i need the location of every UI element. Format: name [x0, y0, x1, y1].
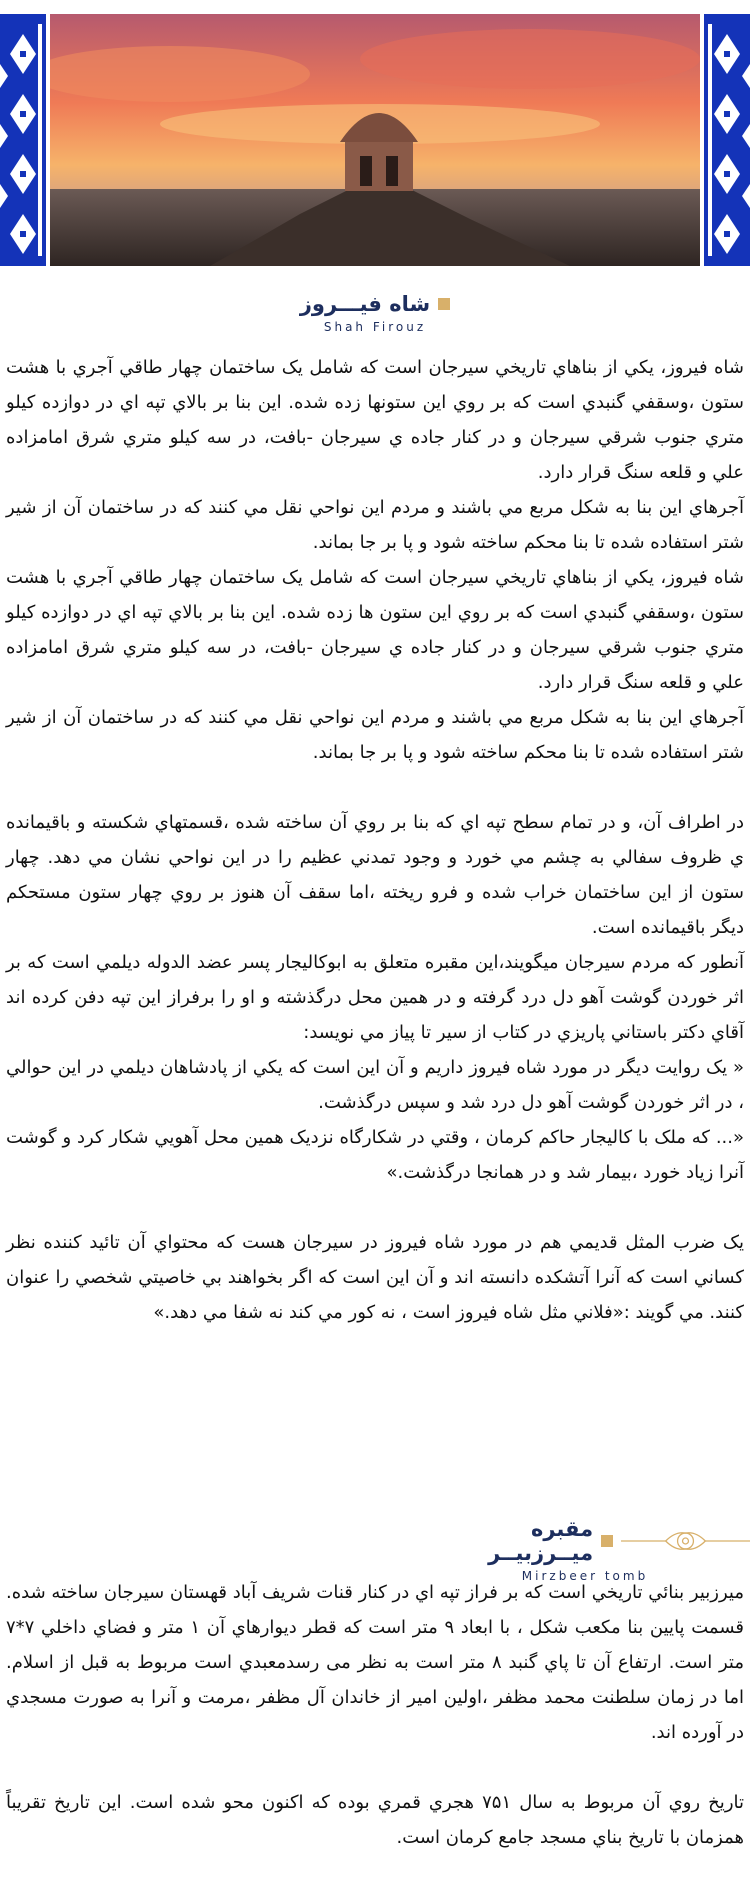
- square-bullet-icon: [438, 298, 450, 310]
- section-body-shah-firouz: [6, 350, 744, 1330]
- decorative-tile-left: [0, 14, 46, 266]
- ornament-icon: [621, 1526, 750, 1556]
- shah-firouz-photo: [50, 14, 700, 266]
- paragraph: تاريخ روي آن مربوط به سال ۷۵۱ هجري قمري بوده که اکنون محو شده است. اين تاريخ تقريباً همزمان با تاريخ بناي مسجد جامع کرمان است.: [6, 1792, 745, 1848]
- paragraph: در اطراف آن، و در تمام سطح تپه اي که بنا بر روي آن ساخته شده ،قسمتهاي شکسته و باقيمانده ي ظروف سفالي به چشم مي خورد و وجود تمدني عظيم را در اين نواحي نشان مي دهد. چهار ستون از اين ساختمان خراب شده و فرو ريخته ،اما سقف آن هنوز بر روي چهار ستون مستحکم ديگر باقيمانده است.: [6, 812, 744, 938]
- section-body-mirzbeer: [6, 1575, 744, 1855]
- paragraph: يک ضرب المثل قديمي هم در مورد شاه فيروز در سيرجان هست که محتواي آن تائيد کننده نظر کساني است که آنرا آتشکده دانسته اند و آن اين است که اگر بخواهند بي خاصيتي شخصي را عنوان کنند. مي گويند :«فلاني مثل شاه فيروز است ، نه کور مي کند نه شفا مي دهد.»: [6, 1232, 744, 1323]
- decorative-tile-right: [704, 14, 750, 266]
- square-bullet-icon: [601, 1535, 613, 1547]
- section-header-shah-firouz: [250, 292, 500, 334]
- paragraph: شاه فيروز، يکي از بناهاي تاريخي سيرجان است که شامل يک ساختمان چهار طاقي آجري با هشت ستون ،وسقفي گنبدي است که بر روي اين ستونها زده شده. اين بنا بر بالاي تپه اي در دوازده کيلو متري جنوب شرقي سيرجان و در کنار جاده ي سيرجان -بافت، در سه کيلو متري شرق امامزاده علي و قلعه سنگ قرار دارد.: [6, 357, 744, 483]
- paragraph: شاه فيروز، يکي از بناهاي تاريخي سيرجان است که شامل يک ساختمان چهار طاقي آجري با هشت ستون ،وسقفي گنبدي است که بر روي اين ستون ها زده شده. اين بنا بر بالاي تپه اي در دوازده کيلو متري جنوب شرقي سيرجان و در کنار جاده ي سيرجان -بافت، در سه کيلو متري شرق امامزاده علي و قلعه سنگ قرار دارد.: [6, 567, 744, 693]
- quote-paragraph: « يک روايت ديگر در مورد شاه فيروز داريم و آن اين است که يکي از پادشاهان ديلمي در اين حوالي ، در اثر خوردن گوشت آهو دل درد شد و سپس درگذشت.: [6, 1057, 744, 1113]
- section-title: مقبره میــرزبیــر: [488, 1517, 594, 1565]
- section-subtitle: Shah Firouz: [323, 320, 427, 334]
- hero-banner: [0, 0, 750, 268]
- section-subtitle: Mirzbeer tomb: [521, 1569, 649, 1583]
- paragraph: آنطور که مردم سيرجان ميگويند،اين مقبره متعلق به ابوکاليجار پسر عضد الدوله ديلمي است که بر اثر خوردن گوشت آهو دل درد گرفته و در همين محل درگذشته و او را برفراز اين تپه دفن کرده اند آقاي دکتر باستاني پاريزي در کتاب از سير تا پياز مي نويسد:: [6, 952, 744, 1043]
- section-title: شاه فیـــروز: [299, 292, 431, 316]
- section-title-row: [300, 292, 450, 316]
- section-title-row: [420, 1517, 750, 1565]
- quote-paragraph: «... که ملک با کاليجار حاکم کرمان ، وقتي در شکارگاه نزديک همين محل آهويي شکار کرد و گوشت آنرا زياد خورد ،بيمار شد و در همانجا درگذشت.»: [6, 1127, 744, 1183]
- paragraph: ميرزبير بنائي تاريخي است که بر فراز تپه اي در کنار قنات شريف آباد قهستان سيرجان ساخته شده. قسمت پايين بنا مکعب شکل ، با ابعاد ۹ متر است که قطر ديوارهاي آن ۱ متر و فضاي داخلي ۷*۷ متر است. ارتفاع آن تا پاي گنبد ۸ متر است به نظر مى رسدمعبدي است مربوط به قبل از اسلام. اما در زمان سلطنت محمد مظفر ،اولين امير از خاندان آل مظفر ،مرمت و آنرا به صورت مسجدي در آورده اند.: [6, 1582, 745, 1743]
- paragraph: آجرهاي اين بنا به شکل مربع مي باشند و مردم اين نواحي نقل مي کنند که در ساختمان آن از شير شتر استفاده شده تا بنا محکم ساخته شود و پا بر جا بماند.: [6, 707, 744, 763]
- paragraph: آجرهاي اين بنا به شکل مربع مي باشند و مردم اين نواحي نقل مي کنند که در ساختمان آن از شير شتر استفاده شده تا بنا محکم ساخته شود و پا بر جا بماند.: [6, 497, 744, 553]
- section-header-mirzbeer: [420, 1517, 750, 1583]
